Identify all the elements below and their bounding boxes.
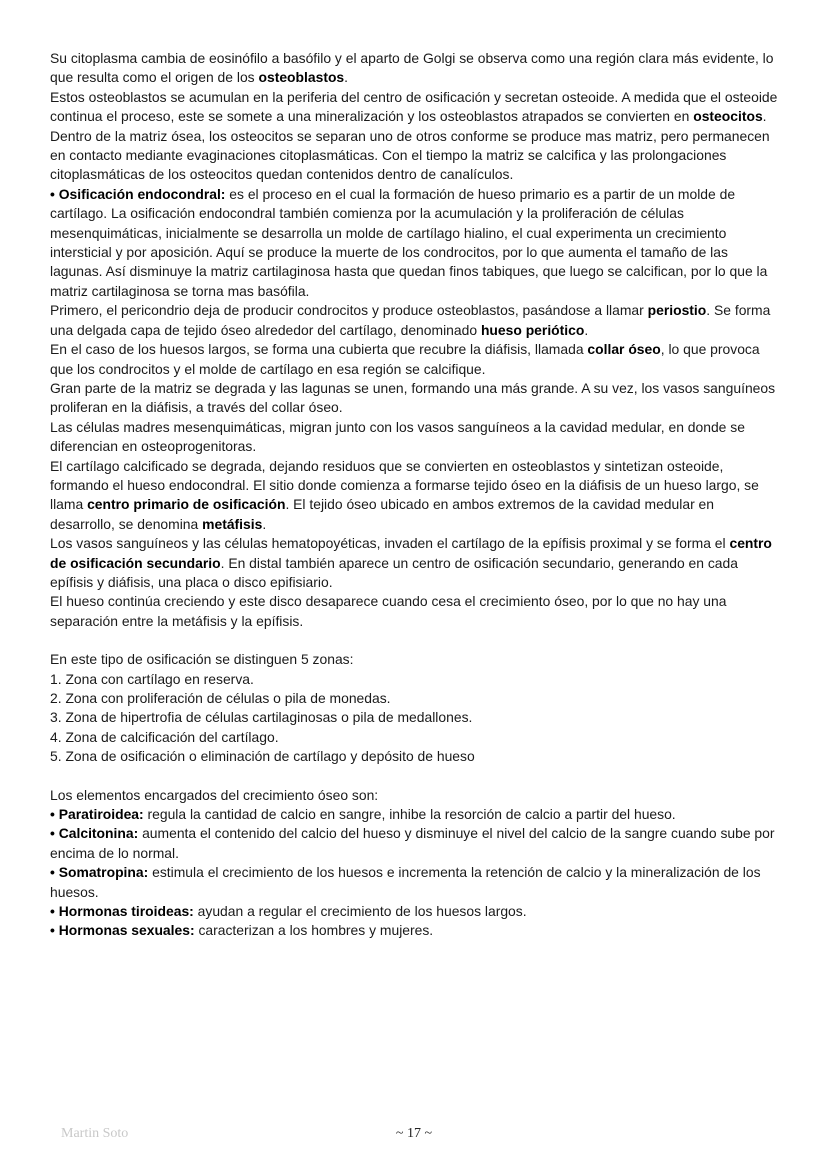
paragraph: Los vasos sanguíneos y las células hematopoyéticas, invaden el cartílago de la epífisis proximal y se forma el centro de osificación secundario. En distal también aparece un centro de osificación secundario, generando en cada epífisis y diáfisis, una placa o disco epifisiario. bbox=[50, 535, 772, 590]
footer-author: Martin Soto bbox=[61, 1126, 129, 1141]
list-item: 5. Zona de osificación o eliminación de cartílago y depósito de hueso bbox=[50, 748, 475, 765]
zones-intro: En este tipo de osificación se distinguen 5 zonas: bbox=[50, 651, 354, 668]
list-item: 1. Zona con cartílago en reserva. bbox=[50, 670, 254, 687]
page-number: ~ 17 ~ bbox=[395, 1126, 433, 1141]
paragraph: El hueso continúa creciendo y este disco desaparece cuando cesa el crecimiento óseo, por lo que no hay una separación entre la metáfisis y la epífisis. bbox=[50, 593, 727, 629]
list-item: 3. Zona de hipertrofia de células cartilaginosas o pila de medallones. bbox=[50, 709, 473, 726]
paragraph: En el caso de los huesos largos, se forma una cubierta que recubre la diáfisis, llamada collar óseo, lo que provoca que los condrocitos y el molde de cartílago en esa región se calcifique. bbox=[50, 341, 760, 377]
list-item: 4. Zona de calcificación del cartílago. bbox=[50, 728, 279, 745]
paragraph: • Osificación endocondral: es el proceso en el cual la formación de hueso primario es a partir de un molde de cartílago. La osificación endocondral también comienza por la acumulación y la proliferación de células mesenquimáticas, inicialmente se desarrolla un molde de cartílago hialino, el cual experimenta un crecimiento intersticial y por aposición. Aquí se produce la muerte de los condrocitos, por lo que aumenta el tamaño de las lagunas. Así disminuye la matriz cartilaginosa hasta que quedan finos tabiques, que luego se calcifican, por lo que la matriz cartilaginosa se torna mas basófila. bbox=[50, 185, 768, 299]
list-item: • Somatropina: estimula el crecimiento de los huesos e incrementa la retención de calcio y la mineralización de los huesos. bbox=[50, 864, 761, 900]
paragraph: Dentro de la matriz ósea, los osteocitos se separan uno de otros conforme se produce mas matriz, pero permanecen en contacto mediante evaginaciones citoplasmáticas. Con el tiempo la matriz se calcifica y las prolongaciones citoplasmáticas de los osteocitos quedan contenidos dentro de canalículos. bbox=[50, 127, 770, 183]
paragraph: Estos osteoblastos se acumulan en la periferia del centro de osificación y secretan osteoide. A medida que el osteoide continua el proceso, este se somete a una mineralización y los osteoblastos atrapados se convierten en osteocitos. bbox=[50, 88, 778, 125]
list-item: 2. Zona con proliferación de células o pila de monedas. bbox=[50, 690, 391, 706]
list-item: • Calcitonina: aumenta el contenido del calcio del hueso y disminuye el nivel del calcio de la sangre cuando sube por encima de lo normal. bbox=[50, 825, 775, 861]
list-item: • Paratiroidea: regula la cantidad de calcio en sangre, inhibe la resorción de calcio a partir del hueso. bbox=[50, 806, 676, 823]
list-item: • Hormonas sexuales: caracterizan a los hombres y mujeres. bbox=[50, 922, 434, 939]
paragraph: Su citoplasma cambia de eosinófilo a basófilo y el aparto de Golgi se observa como una región clara más evidente, lo que resulta como el origen de los osteoblastos. bbox=[50, 50, 774, 86]
paragraph: Las células madres mesenquimáticas, migran junto con los vasos sanguíneos a la cavidad medular, en donde se diferencian en osteoprogenitoras. bbox=[50, 418, 745, 455]
paragraph: El cartílago calcificado se degrada, dejando residuos que se convierten en osteoblastos y sintetizan osteoide, formando el hueso endocondral. El sitio donde comienza a formarse tejido óseo en la diáfisis de un hueso largo, se llama centro primario de osificación. El tejido óseo ubicado en ambos extremos de la cavidad medular en desarrollo, se denomina metáfisis. bbox=[50, 457, 759, 532]
growth-intro: Los elementos encargados del crecimiento óseo son: bbox=[50, 786, 379, 803]
document-page bbox=[50, 49, 780, 941]
list-item: • Hormonas tiroideas: ayudan a regular el crecimiento de los huesos largos. bbox=[50, 903, 527, 920]
paragraph: Gran parte de la matriz se degrada y las lagunas se unen, formando una más grande. A su vez, los vasos sanguíneos proliferan en la diáfisis, a través del collar óseo. bbox=[50, 379, 776, 416]
paragraph: Primero, el pericondrio deja de producir condrocitos y produce osteoblastos, pasándose a llamar periostio. Se forma una delgada capa de tejido óseo alrededor del cartílago, denominado hueso periótico. bbox=[50, 302, 771, 338]
